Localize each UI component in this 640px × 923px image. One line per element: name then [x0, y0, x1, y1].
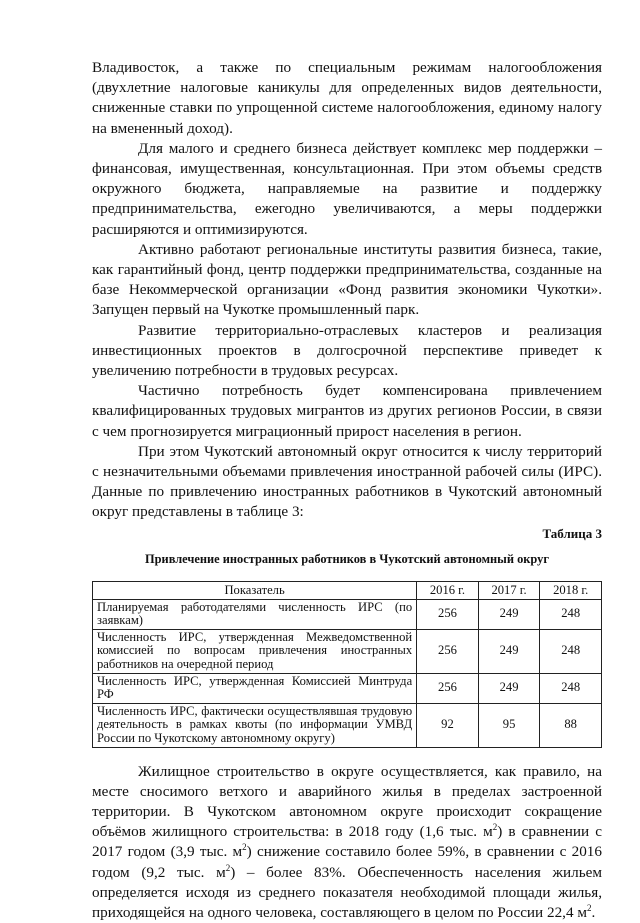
- cell-2018: 248: [540, 629, 602, 673]
- housing-text-1: Жилищное строительство в округе осуществляется, как правило, на месте сносимого ветхого и аварийного жилья в пределах застроенной территории. В Чукотском автономном округе происходит сокращение объёмов жилищного строительства: в 2018 году (1,6 тыс. м: [92, 762, 602, 841]
- header-2018: 2018 г.: [540, 581, 602, 599]
- paragraph-clusters: Развитие территориально-отраслевых кластеров и реализация инвестиционных проектов в долгосрочной перспективе приведет к увеличению потребности в трудовых ресурсах.: [92, 321, 602, 380]
- paragraph-foreign-workforce: При этом Чукотский автономный округ относится к числу территорий с незначительными объемами привлечения иностранной рабочей силы (ИРС). Данные по привлечению иностранных работников в Чукотский автономный округ представлены в таблице 3:: [92, 442, 602, 521]
- table-row: [93, 673, 602, 703]
- superscript-2: 2: [586, 902, 592, 913]
- superscript-2: 2: [492, 822, 498, 833]
- superscript-2: 2: [242, 842, 247, 853]
- table-title: Привлечение иностранных работников в Чукотский автономный округ: [145, 551, 549, 566]
- header-indicator: Показатель: [93, 581, 417, 599]
- cell-2018: 88: [540, 703, 602, 747]
- paragraph-sme-support: Для малого и среднего бизнеса действует комплекс мер поддержки – финансовая, имущественная, консультационная. При этом объемы средств окружного бюджета, направляемые на развитие и поддержку предпринимательства, ежегодно увеличиваются, а меры поддержки расширяются и оптимизируются.: [92, 139, 602, 238]
- table-row: [93, 629, 602, 673]
- paragraph-migrants: Частично потребность будет компенсирована привлечением квалифицированных трудовых мигрантов из других регионов России, в связи с чем прогнозируется миграционный прирост населения в регион.: [92, 382, 602, 440]
- housing-text-5: .: [591, 904, 596, 922]
- cell-2016: 256: [417, 629, 479, 673]
- cell-2016: 256: [417, 673, 479, 703]
- table-header-row: [93, 581, 602, 599]
- header-2017: 2017 г.: [478, 581, 540, 599]
- row-label: Численность ИРС, утвержденная Межведомственной комиссией по вопросам привлечения иностранных работников на очередной период: [93, 629, 417, 673]
- paragraph-tax-regimes: Владивосток, а также по специальным режимам налогообложения (двухлетние налоговые каникулы для определенных видов деятельности, сниженные ставки по упрощенной системе налогообложения, единому налогу на вмененный доход).: [92, 59, 602, 137]
- cell-2017: 249: [478, 599, 540, 629]
- housing-text-4: ) – более 83%. Обеспеченность населения жильем определяется исходя из среднего показателя необходимой площади жилья, приходящейся на одного человека, составляющего в целом по России 22,4 м: [92, 863, 602, 922]
- housing-text-3: ) снижение составило более 59%, в сравнении с 2016 годом (9,2 тыс. м: [92, 843, 602, 881]
- housing-text-2: ) в сравнении с 2017 годом (3,9 тыс. м: [92, 823, 603, 861]
- cell-2017: 249: [478, 673, 540, 703]
- cell-2018: 248: [540, 599, 602, 629]
- row-label: Численность ИРС, фактически осуществлявшая трудовую деятельность в рамках квоты (по информации УМВД России по Чукотскому автономному округу): [93, 703, 417, 747]
- cell-2018: 248: [540, 673, 602, 703]
- cell-2017: 249: [478, 629, 540, 673]
- cell-2016: 92: [417, 703, 479, 747]
- foreign-workers-table: [92, 581, 602, 748]
- document-page: [92, 58, 602, 923]
- header-2016: 2016 г.: [417, 581, 479, 599]
- cell-2016: 256: [417, 599, 479, 629]
- cell-2017: 95: [478, 703, 540, 747]
- table-row: [93, 703, 602, 747]
- table-caption: Таблица 3: [542, 525, 602, 541]
- superscript-2: 2: [225, 862, 231, 873]
- paragraph-development-institutes: Активно работают региональные институты развития бизнеса, такие, как гарантийный фонд, центр поддержки предпринимательства, созданные на базе Некоммерческой организации «Фонд развития экономики Чукотки». Запущен первый на Чукотке промышленный парк.: [92, 240, 602, 319]
- row-label: Планируемая работодателями численность ИРС (по заявкам): [93, 599, 417, 629]
- row-label: Численность ИРС, утвержденная Комиссией Минтруда РФ: [93, 673, 417, 703]
- table-row: [93, 599, 602, 629]
- paragraph-housing: [92, 762, 602, 923]
